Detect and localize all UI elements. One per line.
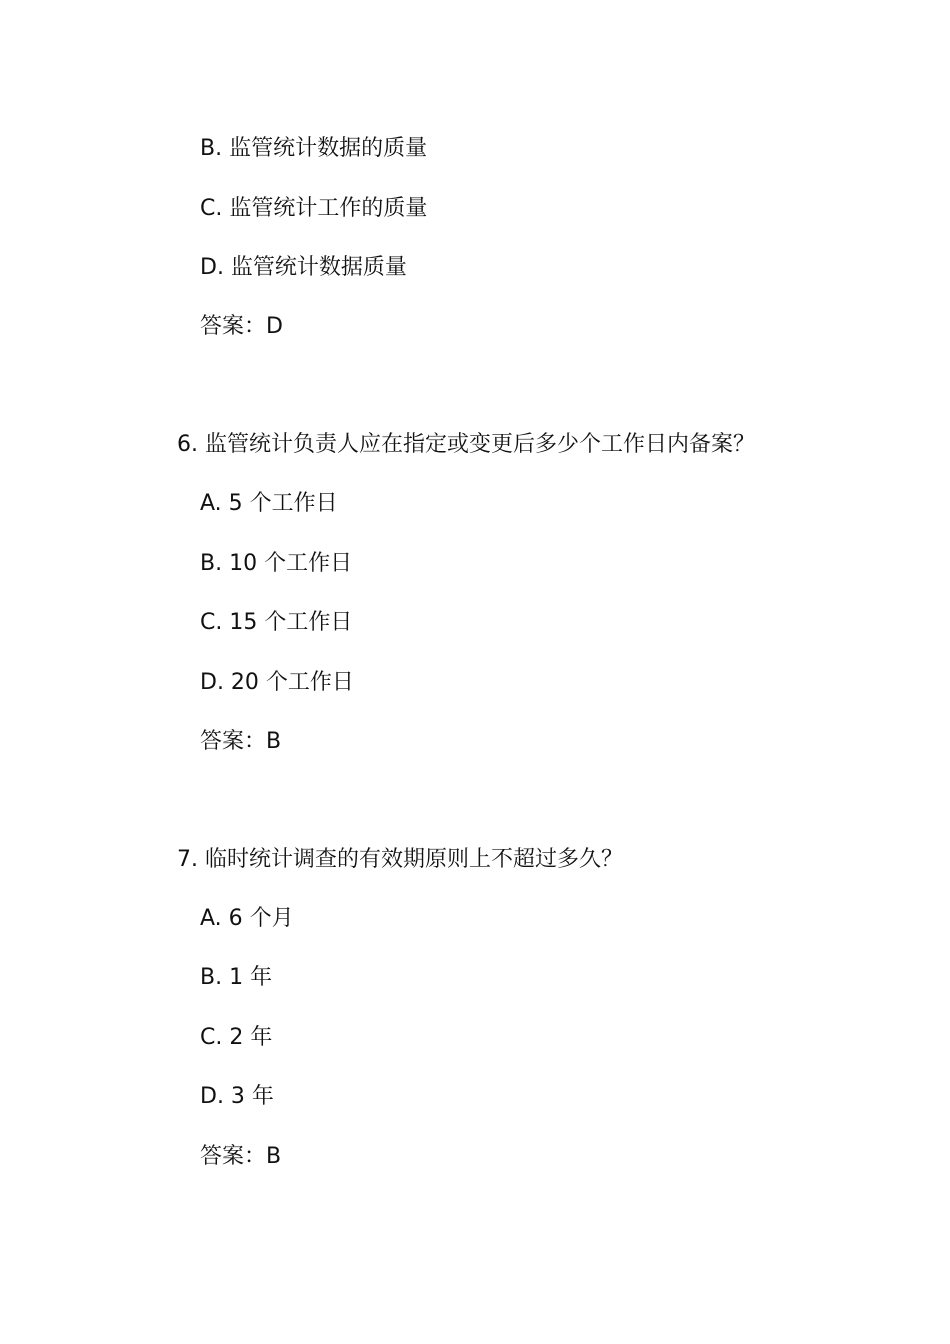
question-6-option-b: B. 10 个工作日 [200,551,353,576]
question-7-option-c: C. 2 年 [200,1025,273,1050]
question-7-option-a: A. 6 个月 [200,906,294,931]
question-7-text: 7. 临时统计调查的有效期原则上不超过多久？ [177,847,623,872]
prev-option-c: C. 监管统计工作的质量 [200,196,428,221]
prev-answer: 答案：D [200,314,283,339]
question-7-option-d: D. 3 年 [200,1084,274,1109]
question-6-answer: 答案：B [200,729,282,754]
question-7-answer: 答案：B [200,1144,282,1169]
question-6-option-a: A. 5 个工作日 [200,491,338,516]
prev-option-b: B. 监管统计数据的质量 [200,136,428,161]
question-6-option-d: D. 20 个工作日 [200,670,354,695]
question-6-option-c: C. 15 个工作日 [200,610,353,635]
question-6-text: 6. 监管统计负责人应在指定或变更后多少个工作日内备案？ [177,432,755,457]
question-7-option-b: B. 1 年 [200,965,273,990]
prev-option-d: D. 监管统计数据质量 [200,255,407,280]
